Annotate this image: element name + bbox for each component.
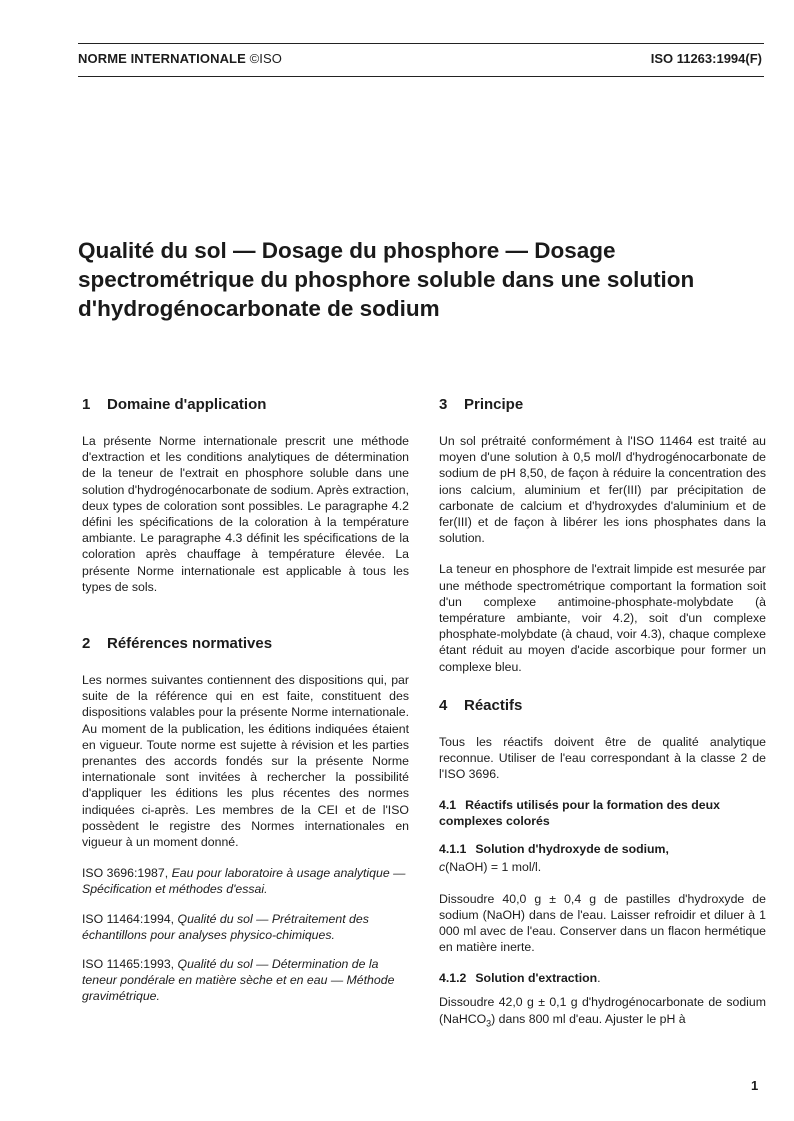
text-before-subscript: Dissoudre 42,0 g ± 0,1 g d'hydrogénocarbonate de sodium (NaHCO (439, 995, 766, 1026)
concentration-value: (NaOH) = 1 mol/l. (445, 860, 542, 875)
reference-code: ISO 11465:1993, (82, 957, 175, 972)
header-top-rule (78, 43, 764, 44)
section-4-title: Réactifs (464, 696, 523, 714)
subsection-4-1-2-text (439, 994, 766, 1031)
reference-title: Eau pour laboratoire à usage analytique — Spécification et méthodes d'essai. (82, 866, 406, 897)
subsection-4-1-2-period: . (597, 971, 601, 986)
section-3-paragraph-1: Un sol prétraité conformément à l'ISO 11464 est traité au moyen d'une solution à 0,5 mol/l d'hydrogénocarbonate de sodium de pH 8,50, de façon à réduire la concentration des ions calcium, aluminium et fer(III) par précipitation de carbonate de calcium et d'hydroxydes d'aluminium et de fer(III) et de façon à libérer les ions phosphates dans la solution. (439, 434, 766, 546)
right-column (439, 395, 766, 1046)
section-2-heading (82, 634, 409, 654)
subsection-4-1-1-heading (439, 841, 766, 857)
subsection-4-1-2-heading (439, 970, 766, 986)
subscript-3: 3 (486, 1018, 492, 1029)
reference-item (82, 911, 409, 943)
subsection-4-1-2-title: Solution d'extraction (475, 971, 598, 986)
section-1-text: La présente Norme internationale prescrit une méthode d'extraction et les conditions analytiques de détermination de la teneur de l'extrait en phosphore soluble dans une solution d'hydrogénocarbonate de sodium. Après extraction, deux types de coloration sont possibles. Le paragraphe 4.2 défini les spécifications de la coloration à la température ambiante. Le paragraphe 4.3 définit les spécifications de la coloration après chauffage à température élevée. La présente Norme internationale est applicable à tous les types de sols. (82, 434, 409, 594)
subsection-4-1-number: 4.1 (439, 798, 457, 813)
copyright-symbol: © (249, 51, 260, 66)
reference-item (82, 865, 409, 897)
section-2-text: Les normes suivantes contiennent des dispositions qui, par suite de la référence qui en est faite, constituent des dispositions valables pour la présente Norme internationale. Au moment de la publication, les éditions indiquées étaient en vigueur. Toute norme est sujette à révision et les parties prenantes des accords fondés sur la présente Norme internationale sont invitées à rechercher la possibilité d'appliquer les éditions les plus récentes des normes indiquées ci-après. Les membres de la CEI et de l'ISO possèdent le registre des Normes internationales en vigueur à un moment donné. (82, 673, 409, 850)
section-1-heading (82, 395, 409, 415)
header-document-code: ISO 11263:1994(F) (650, 51, 762, 66)
section-1-number: 1 (82, 396, 91, 413)
reference-item (82, 956, 409, 1005)
left-column (82, 395, 409, 1018)
header-standard-label (78, 51, 282, 66)
subsection-4-1-heading (439, 797, 766, 829)
subsection-4-1-1-title: Solution d'hydroxyde de sodium, (475, 842, 669, 857)
section-3-heading (439, 395, 766, 415)
section-3-number: 3 (439, 396, 448, 413)
section-2-title: Références normatives (107, 635, 273, 653)
reference-title: Qualité du sol — Détermination de la teneur pondérale en matière sèche et en eau — Méthode gravimétrique. (82, 957, 395, 1004)
subsection-4-1-1-concentration (439, 859, 766, 875)
subsection-4-1-1-number: 4.1.1 (439, 842, 467, 857)
copyright-org: ISO (259, 51, 282, 66)
header-left-label: NORME INTERNATIONALE (78, 51, 246, 66)
section-1-title: Domaine d'application (107, 396, 267, 413)
text-after-subscript: ) dans 800 ml d'eau. Ajuster le pH à (491, 1011, 686, 1026)
page-number: 1 (751, 1078, 759, 1093)
document-title: Qualité du sol — Dosage du phosphore — Dosage spectrométrique du phosphore soluble dans une solution d'hydrogénocarbonate de sodium (78, 238, 695, 321)
section-4-number: 4 (439, 696, 448, 714)
reference-code: ISO 3696:1987, (82, 866, 169, 881)
subsection-4-1-title: Réactifs utilisés pour la formation des deux complexes colorés (439, 798, 720, 829)
subsection-4-1-2-number: 4.1.2 (439, 971, 467, 986)
subsection-4-1-1-text: Dissoudre 40,0 g ± 0,4 g de pastilles d'hydroxyde de sodium (NaOH) dans de l'eau. Laisser refroidir et diluer à 1 000 ml avec de l'eau. Conserver dans un flacon hermétique en matière inerte. (439, 891, 766, 955)
reference-title: Qualité du sol — Prétraitement des échantillons pour analyses physico-chimiques. (82, 911, 369, 942)
section-3-paragraph-2: La teneur en phosphore de l'extrait limpide est mesurée par une méthode spectrométrique comportant la formation soit d'un complexe antimoine-phosphate-molybdate (à température ambiante, voir 4.2), soit d'un complexe phosphate-molybdate (à chaud, voir 4.3), chaque complexe étant réduit au moyen d'acide ascorbique pour former un complexe bleu. (439, 562, 766, 674)
header-bottom-rule (78, 76, 764, 77)
concentration-symbol: c (439, 860, 446, 875)
section-3-title: Principe (464, 396, 524, 413)
section-2-number: 2 (82, 635, 91, 653)
section-4-heading (439, 696, 766, 716)
reference-code: ISO 11464:1994, (82, 911, 175, 926)
section-4-text: Tous les réactifs doivent être de qualité analytique reconnue. Utiliser de l'eau correspondant à la classe 2 de l'ISO 3696. (439, 734, 766, 782)
